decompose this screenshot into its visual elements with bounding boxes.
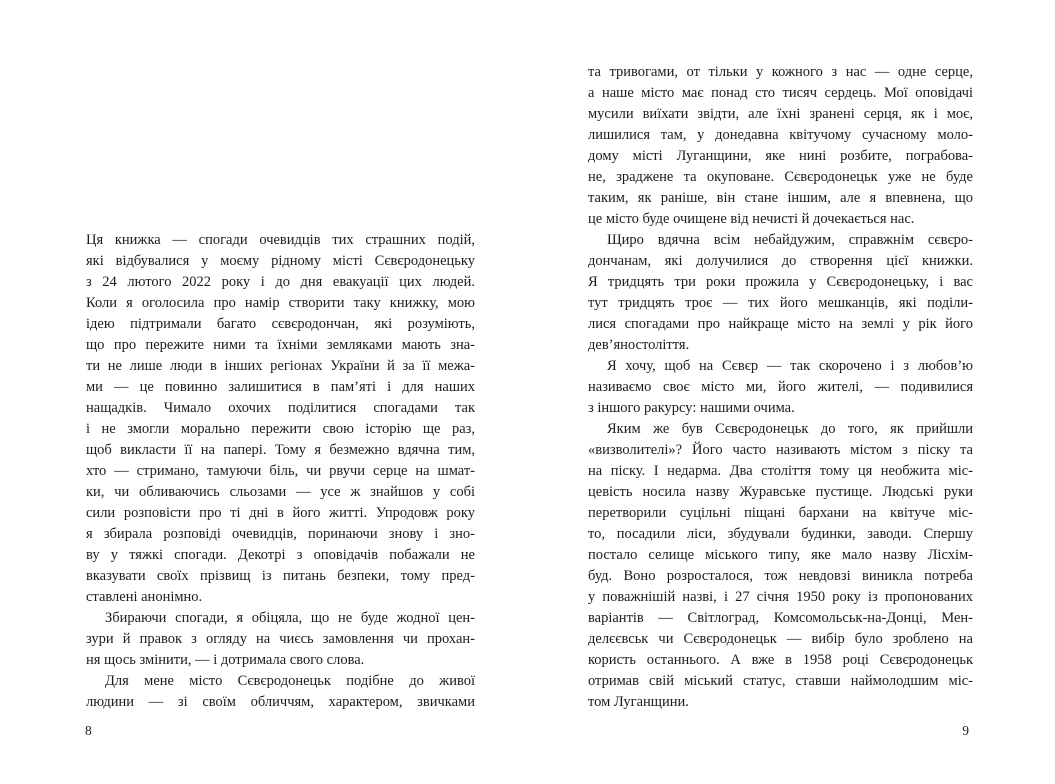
page-number-right: 9 <box>962 723 969 738</box>
text-line: цевість носила назву Журавське пустище. Людські руки <box>588 484 973 500</box>
text-line: таким, як раніше, він стане іншим, але я впевнена, що <box>588 190 973 206</box>
text-line: на піску. І недарма. Два століття тому ця необжита міс- <box>588 463 973 479</box>
text-line: то, посадили ліси, збудували будинки, заводи. Спершу <box>588 526 973 542</box>
text-line: ставлені анонімно. <box>86 589 203 605</box>
text-line: лишилися там, у донедавна квітучому сучасному моло- <box>588 127 973 143</box>
text-line: і не змогли морально пережити свою історію ще раз, <box>86 421 475 437</box>
text-line: з іншого ракурсу: нашими очима. <box>588 400 795 416</box>
text-line: у поважнішій назві, і 27 січня 1950 року із пропонованих <box>588 589 973 605</box>
text-line: Ця книжка — спогади очевидців тих страшних подій, <box>86 232 475 248</box>
text-line: хто — стримано, тамуючи біль, чи рвучи серце на шмат- <box>86 463 475 479</box>
text-line: постало селище міського типу, яке мало назву Лісхім- <box>588 547 973 563</box>
text-line: тут тридцять троє — тих його мешканців, які поділи- <box>588 295 973 311</box>
text-line: ки, чи обливаючись сльозами — усе ж знайшов у собі <box>86 484 475 500</box>
text-line: перетворили суцільні піщані бархани на квітуче міс- <box>588 505 973 521</box>
page-left-text <box>86 230 475 713</box>
text-line: зури й правок з огляду на чиєсь замовлення чи прохан- <box>86 631 475 647</box>
text-line: отримав свій міський статус, ставши наймолодшим міс- <box>588 673 973 689</box>
text-line: користь останнього. А вже в 1958 році Сєвєродонецьк <box>588 652 973 668</box>
text-line: що про пережите ними та їхніми земляками мають зна- <box>86 337 475 353</box>
text-line: з 24 лютого 2022 року і до дня евакуації цих людей. <box>86 274 475 290</box>
text-line: а наше місто має понад сто тисяч сердець. Мої оповідачі <box>588 85 973 101</box>
text-line: «визволителі»? Його часто називають містом з піску та <box>588 442 973 458</box>
text-line: ти не лише люди в інших регіонах України й за її межа- <box>86 358 475 374</box>
text-line: том Луганщини. <box>588 694 689 710</box>
text-line: ідею підтримали багато сєвєродончан, які розуміють, <box>86 316 475 332</box>
text-line: ня щось змінити, — і дотримала свого слова. <box>86 652 365 668</box>
text-line: делєєвськ чи Сєвєродонецьк — вибір було зроблено на <box>588 631 973 647</box>
text-line: не, зраджене та окуповане. Сєвєродонецьк уже не буде <box>588 169 973 185</box>
text-line: людини — зі своїм обличчям, характером, звичками <box>86 694 475 710</box>
text-line: варіантів — Світлоград, Комсомольськ-на-Донці, Мен- <box>588 610 973 626</box>
text-line: Щиро вдячна всім небайдужим, справжнім сєвєро- <box>607 232 973 248</box>
text-line: Для мене місто Сєвєродонецьк подібне до живої <box>105 673 475 689</box>
text-line: Коли я оголосила про намір створити таку книжку, мою <box>86 295 475 311</box>
text-line: Збираючи спогади, я обіцяла, що не буде жодної цен- <box>105 610 475 626</box>
text-line: ми — це повинно залишитися в пам’яті і для наших <box>86 379 475 395</box>
text-line: лися спогадами про найкраще місто на землі у рік його <box>588 316 973 332</box>
text-line: дому місті Луганщини, яке нині розбите, пограбова- <box>588 148 973 164</box>
page-number-left: 8 <box>85 723 92 738</box>
page-left <box>86 230 475 713</box>
page-right <box>588 62 973 713</box>
text-line: сили розповісти про ті дні в його житті. Упродовж року <box>86 505 475 521</box>
text-line: це місто буде очищене від нечисті й дочекається нас. <box>588 211 915 227</box>
page-right-text <box>588 62 973 713</box>
text-line: буд. Воно розросталося, тож невдовзі виникла потреба <box>588 568 973 584</box>
text-line: ву у тяжкі спогади. Декотрі з оповідачів побажали не <box>86 547 475 563</box>
text-line: я збирала розповіді очевидців, поринаючи знову і зно- <box>86 526 475 542</box>
text-line: які відбувалися у моєму рідному місті Сєвєродонецьку <box>86 253 475 269</box>
text-line: називаємо своє місто ми, його жителі, — подивилися <box>588 379 973 395</box>
text-line: мусили виїхати звідти, але їхні зранені серця, як і моє, <box>588 106 973 122</box>
text-line: вказувати своїх прізвищ із питань безпеки, тому пред- <box>86 568 475 584</box>
text-line: дончанам, які долучилися до створення цієї книжки. <box>588 253 973 269</box>
text-line: та тривогами, от тільки у кожного з нас — одне серце, <box>588 64 973 80</box>
text-line: нащадків. Чимало охочих поділитися спогадами так <box>86 400 475 416</box>
text-line: Яким же був Сєвєродонецьк до того, як прийшли <box>607 421 973 437</box>
text-line: Я тридцять три роки прожила у Сєвєродонецьку, і вас <box>588 274 973 290</box>
text-line: щоб викласти її на папері. Тому я безмежно вдячна тим, <box>86 442 475 458</box>
text-line: дев’яностоліття. <box>588 337 690 353</box>
text-line: Я хочу, щоб на Сєвєр — так скорочено і з любов’ю <box>607 358 973 374</box>
